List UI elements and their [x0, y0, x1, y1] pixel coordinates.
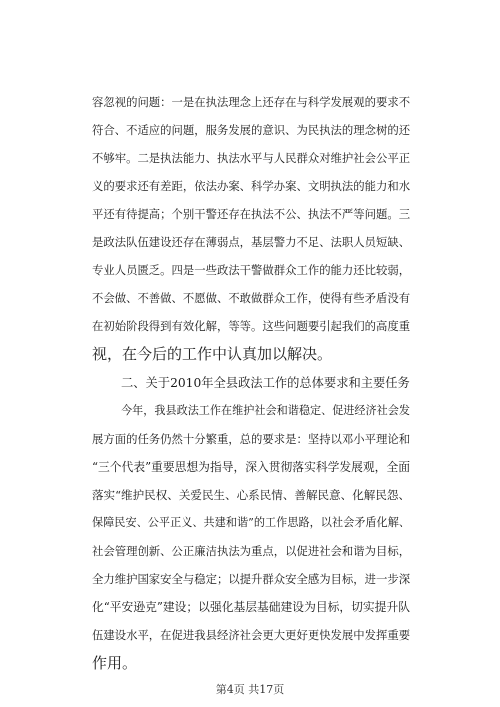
body-text-line: 化“平安逊克”建设；以强化基层基础建设为目标，切实提升队 — [92, 600, 410, 614]
body-text-line: 是政法队伍建设还存在薄弱点，基层警力不足、法职人员短缺、 — [92, 235, 411, 249]
body-text-line: 今年，我县政法工作在维护社会和谐稳定、促进经济社会发 — [121, 404, 410, 417]
body-text-line: 作用。 — [92, 654, 138, 672]
body-text-line: 在初始阶段得到有效化解，等等。这些问题要引起我们的高度重 — [92, 319, 411, 333]
body-text-line: 不会做、不善做、不愿做、不敢做群众工作，使得有些矛盾没有 — [92, 291, 411, 305]
body-text-line: 不够牢。二是执法能力、执法水平与人民群众对维护社会公平正 — [92, 151, 411, 165]
body-text-line: “三个代表”重要思想为指导，深入贯彻落实科学发展观，全面 — [92, 460, 410, 474]
body-text-line: 专业人员匮乏。四是一些政法干警做群众工作的能力还比较弱， — [92, 263, 411, 277]
section-heading: 二、关于2010年全县政法工作的总体要求和主要任务 — [121, 376, 410, 390]
body-text-line: 全力维护国家安全与稳定；以提升群众安全感为目标，进一步深 — [92, 572, 411, 586]
body-text-line: 保障民安、公平正义、共建和谐”的工作思路，以社会矛盾化解、 — [92, 516, 410, 529]
body-text-line: 社会管理创新、公正廉洁执法为重点，以促进社会和谐为目标， — [92, 544, 411, 558]
page-footer: 第4页 共17页 — [215, 683, 285, 696]
body-text-line: 义的要求还有差距，依法办案、科学办案、文明执法的能力和水 — [92, 179, 411, 193]
body-text-line: 平还有待提高；个别干警还存在执法不公、执法不严等问题。三 — [92, 207, 411, 221]
body-text-line: 落实“维护民权、关爱民生、心系民情、善解民意、化解民怨、 — [92, 488, 410, 502]
body-text-line: 视，在今后的工作中认真加以解决。 — [92, 345, 333, 363]
body-text-line: 符合、不适应的问题，服务发展的意识、为民执法的理念树的还 — [92, 123, 411, 137]
body-text-line: 容忽视的问题：一是在执法理念上还存在与科学发展观的要求不 — [92, 95, 411, 109]
body-text-line: 伍建设水平，在促进我县经济社会更大更好更快发展中发挥重要 — [92, 628, 411, 642]
body-text-line: 展方面的任务仍然十分繁重，总的要求是：坚持以邓小平理论和 — [92, 432, 411, 446]
